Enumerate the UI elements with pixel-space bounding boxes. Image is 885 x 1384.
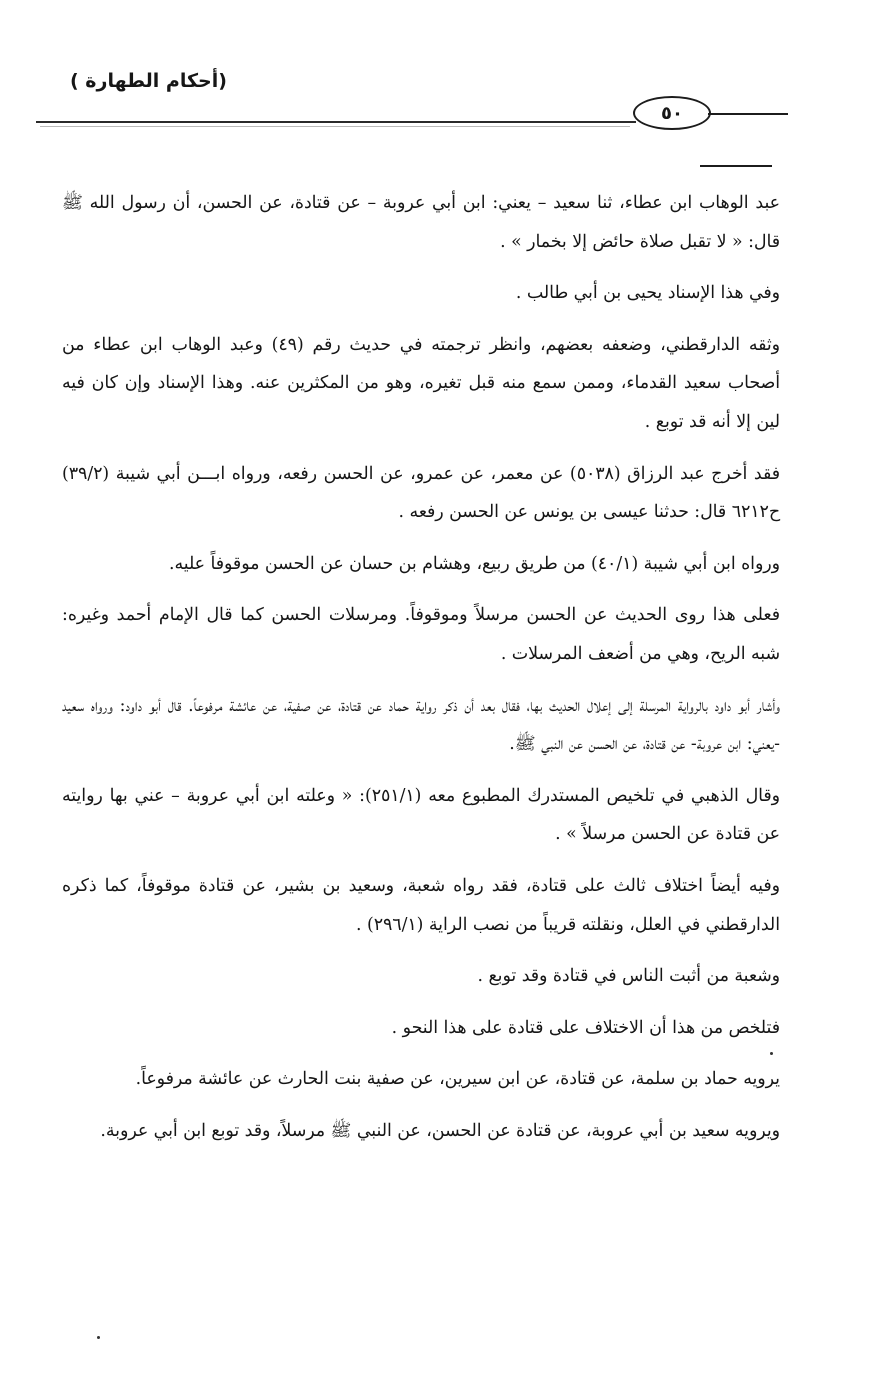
paragraph: عبد الوهاب ابن عطاء، ثنا سعيد – يعني: ابن أبي عروبة – عن قتادة، عن الحسن، أن رسول الله ﷺ قال: « لا تقبل صلاة حائض إلا بخمار » . <box>62 193 780 252</box>
paragraph: وفي هذا الإسناد يحيى بن أبي طالب . <box>515 283 780 304</box>
header-rule-right <box>708 113 788 115</box>
paragraph: وقال الذهبي في تلخيص المستدرك المطبوع معه (٢٥١/١): « وعلته ابن أبي عروبة – عني بها روايته عن قتادة عن الحسن مرسلاً » . <box>62 785 781 845</box>
scan-speck <box>97 1336 100 1339</box>
paragraph: ورواه ابن أبي شيبة (٤٠/١) من طريق ربيع، وهشام بن حسان عن الحسن موقوفاً عليه. <box>168 553 780 574</box>
paragraph: وأشار أبو داود بالرواية المرسلة إلى إعلال الحديث بها، فقال بعد أن ذكر رواية حماد عن قتادة، عن صفية، عن عائشة مرفوعاً. قال أبو داود: ورواه سعيد -يعني: ابن عروبة- عن قتادة، عن الحسن عن النبي ﷺ. <box>62 695 780 755</box>
header-rule <box>36 121 636 123</box>
body-text <box>62 184 780 1163</box>
scan-speck <box>770 1052 773 1055</box>
footnote-separator <box>700 165 772 167</box>
paragraph: فعلى هذا روى الحديث عن الحسن مرسلاً وموقوفاً. ومرسلات الحسن كما قال الإمام أحمد وغيره: شبه الريح، وهي من أضعف المرسلات . <box>62 605 780 664</box>
paragraph: ويرويه سعيد بن أبي عروبة، عن قتادة عن الحسن، عن النبي ﷺ مرسلاً، وقد توبع ابن أبي عروبة. <box>100 1120 780 1141</box>
paragraph: وشعبة من أثبت الناس في قتادة وقد توبع . <box>477 966 780 987</box>
running-title: (أحكام الطهارة ) <box>70 70 227 92</box>
paragraph: وفيه أيضاً اختلاف ثالث على قتادة، فقد رواه شعبة، وسعيد بن بشير، عن قتادة موقوفاً، كما ذكره الدارقطني في العلل، ونقلته قريباً من نصب الراية (٢٩٦/١) . <box>62 875 780 935</box>
paragraph: يرويه حماد بن سلمة، عن قتادة، عن ابن سيرين، عن صفية بنت الحارث عن عائشة مرفوعاً. <box>135 1069 780 1090</box>
page-number: ٥٠ <box>633 96 711 130</box>
paragraph: فتلخص من هذا أن الاختلاف على قتادة على هذا النحو . <box>391 1017 780 1038</box>
paragraph: فقد أخرج عبد الرزاق (٥٠٣٨) عن معمر، عن عمرو، عن الحسن رفعه، ورواه ابـــن أبي شيبة (٣٩/٢) ح٦٢١٢ قال: حدثنا عيسى بن يونس عن الحسن رفعه . <box>62 463 781 523</box>
header-rule-faint <box>40 126 630 127</box>
paragraph: وثقه الدارقطني، وضعفه بعضهم، وانظر ترجمته في حديث رقم (٤٩) وعبد الوهاب ابن عطاء من أصحاب سعيد القدماء، وممن سمع منه قبل تغيره، وهو من المكثرين عنه. وهذا الإسناد وإن كان فيه لين إلا أنه قد توبع . <box>62 334 780 432</box>
